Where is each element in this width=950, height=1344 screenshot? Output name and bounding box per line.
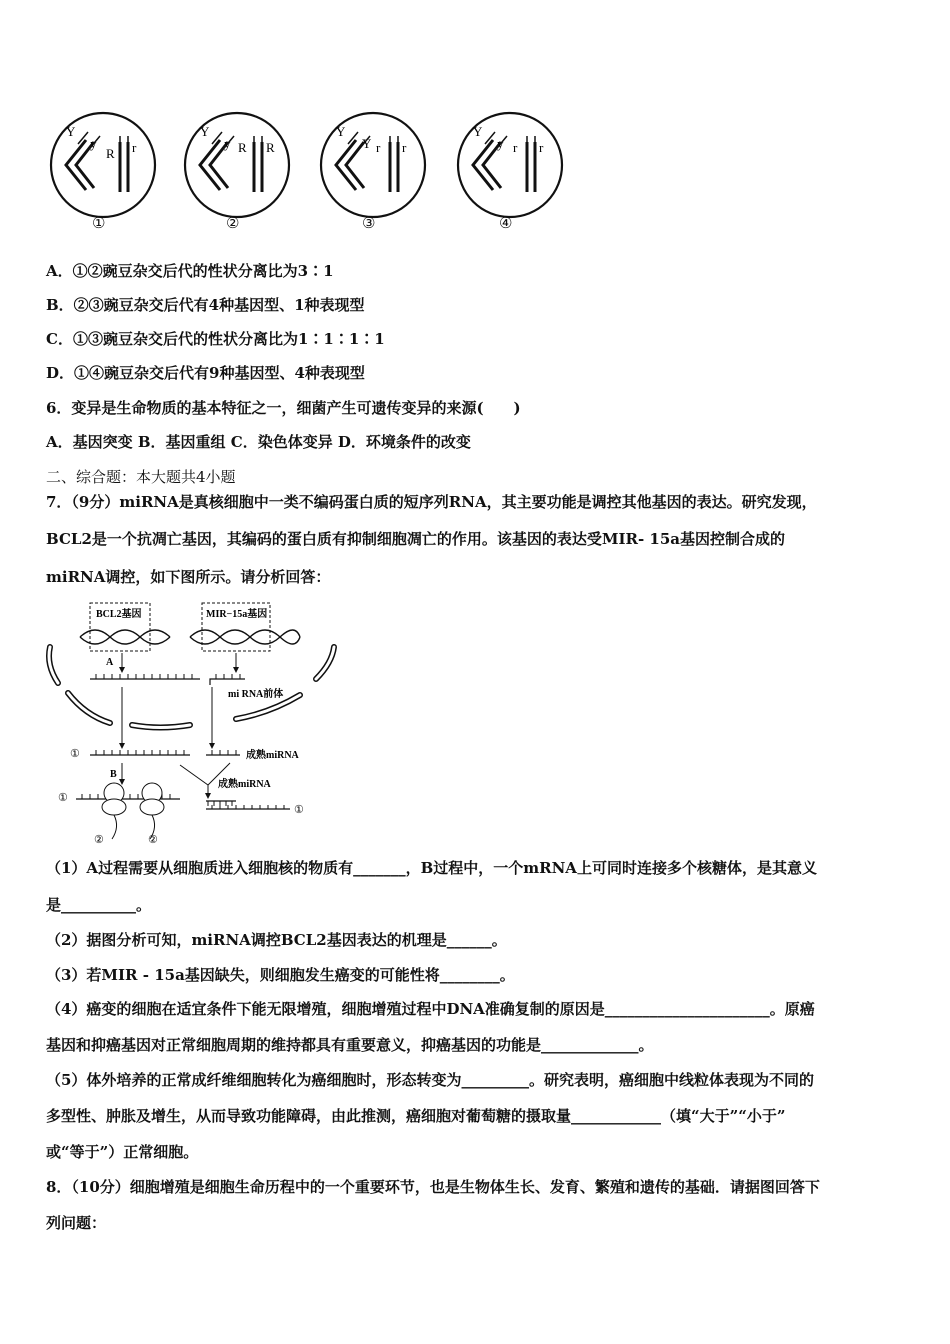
q5-option-c: C．①③豌豆杂交后代的性状分离比为1∶1∶1∶1 [46,330,385,348]
mature-mirna-label-1: 成熟miRNA [246,750,299,761]
cell-4-caption: ④ [499,214,513,232]
cell-4-label-r1: r [513,140,518,155]
cell-3-label-Y1: Y [336,124,346,139]
q7-sub5-line2: 多型性、肿胀及增生，从而导致功能障碍，由此推测，癌细胞对葡萄糖的摄取量____________（填“大于”“小于” [46,1107,786,1125]
q7-stem-line1: 7．（9分）miRNA是真核细胞中一类不编码蛋白质的短序列RNA，其主要功能是调控其他基因的表达。研究发现， [46,493,817,511]
q5-option-d: D．①④豌豆杂交后代有9种基因型、4种表现型 [46,364,365,382]
q7-stem-line3: miRNA调控，如下图所示。请分析回答： [46,568,331,586]
q8-stem-line1: 8．（10分）细胞增殖是细胞生命历程中的一个重要环节，也是生物体生长、发育、繁殖和遗传的基础．请据图回答下 [46,1178,820,1196]
cell-2-label-Y: Y [200,124,210,139]
cell-3-label-Y2: Y [362,136,372,151]
label-b: B [110,769,117,780]
cell-1-label-Y: Y [66,124,76,139]
cell-2-caption: ② [226,214,240,232]
q7-sub4-line2: 基因和抑癌基因对正常细胞周期的维持都具有重要意义，抑癌基因的功能是_____________。 [46,1036,654,1054]
q7-sub3: （3）若MIR - 15a基因缺失，则细胞发生癌变的可能性将________。 [46,966,515,984]
precursor-label: mi RNA前体 [228,689,284,700]
cell-4 [458,113,562,217]
section-heading: 二、综合题：本大题共4小题 [46,468,236,486]
q8-stem-line2: 列问题： [46,1214,107,1232]
q7-sub1-line1: （1）A过程需要从细胞质进入细胞核的物质有_______，B过程中，一个mRNA上可同时连接多个核糖体，是其意义 [46,859,817,877]
mirna-diagram [40,595,350,850]
circle-1-c: ① [294,804,304,816]
q6-options: A．基因突变 B．基因重组 C．染色体变异 D．环境条件的改变 [46,433,471,451]
q6-stem: 6．变异是生命物质的基本特征之一，细菌产生可遗传变异的来源( ) [46,399,521,417]
circle-2-a: ② [94,834,104,846]
circle-2-b: ② [148,834,158,846]
mature-mirna-label-2: 成熟miRNA [218,779,271,790]
cell-3-caption: ③ [362,214,376,232]
q7-sub5-line1: （5）体外培养的正常成纤维细胞转化为癌细胞时，形态转变为_________。研究表明，癌细胞中线粒体表现为不同的 [46,1071,814,1089]
label-a: A [106,657,114,668]
cell-1 [51,113,155,217]
q7-stem-line2: BCL2是一个抗凋亡基因，其编码的蛋白质有抑制细胞凋亡的作用。该基因的表达受MIR- 15a基因控制合成的 [46,530,786,548]
cell-4-label-Y: Y [473,124,483,139]
q7-sub5-line3: 或“等于”）正常细胞。 [46,1143,199,1161]
mir-gene-label: MIR−15a基因 [206,609,268,620]
cell-2-label-R1: R [238,140,247,155]
q5-option-a: A．①②豌豆杂交后代的性状分离比为3∶1 [46,262,334,280]
cell-2 [185,113,289,217]
cell-1-label-R: R [106,146,115,161]
q7-sub4-line1: （4）癌变的细胞在适宜条件下能无限增殖，细胞增殖过程中DNA准确复制的原因是______________________。原癌 [46,1000,815,1018]
q5-option-b: B．②③豌豆杂交后代有4种基因型、1种表现型 [46,296,365,314]
circle-1-b: ① [58,792,68,804]
q7-sub2: （2）据图分析可知，miRNA调控BCL2基因表达的机理是______。 [46,931,507,949]
cell-4-label-y: y [497,136,504,151]
bcl2-gene-label: BCL2基因 [96,609,142,620]
cell-3 [321,113,425,217]
cell-3-label-r2: r [402,140,407,155]
cell-1-label-y: y [90,136,97,151]
cell-2-label-R2: R [266,140,275,155]
circle-1-a: ① [70,748,80,760]
q7-sub1-line2: 是__________。 [46,896,152,914]
cell-3-label-r1: r [376,140,381,155]
cell-1-label-r: r [132,140,137,155]
cell-1-caption: ① [92,214,106,232]
cell-4-label-r2: r [539,140,544,155]
cell-2-label-y: y [224,136,231,151]
